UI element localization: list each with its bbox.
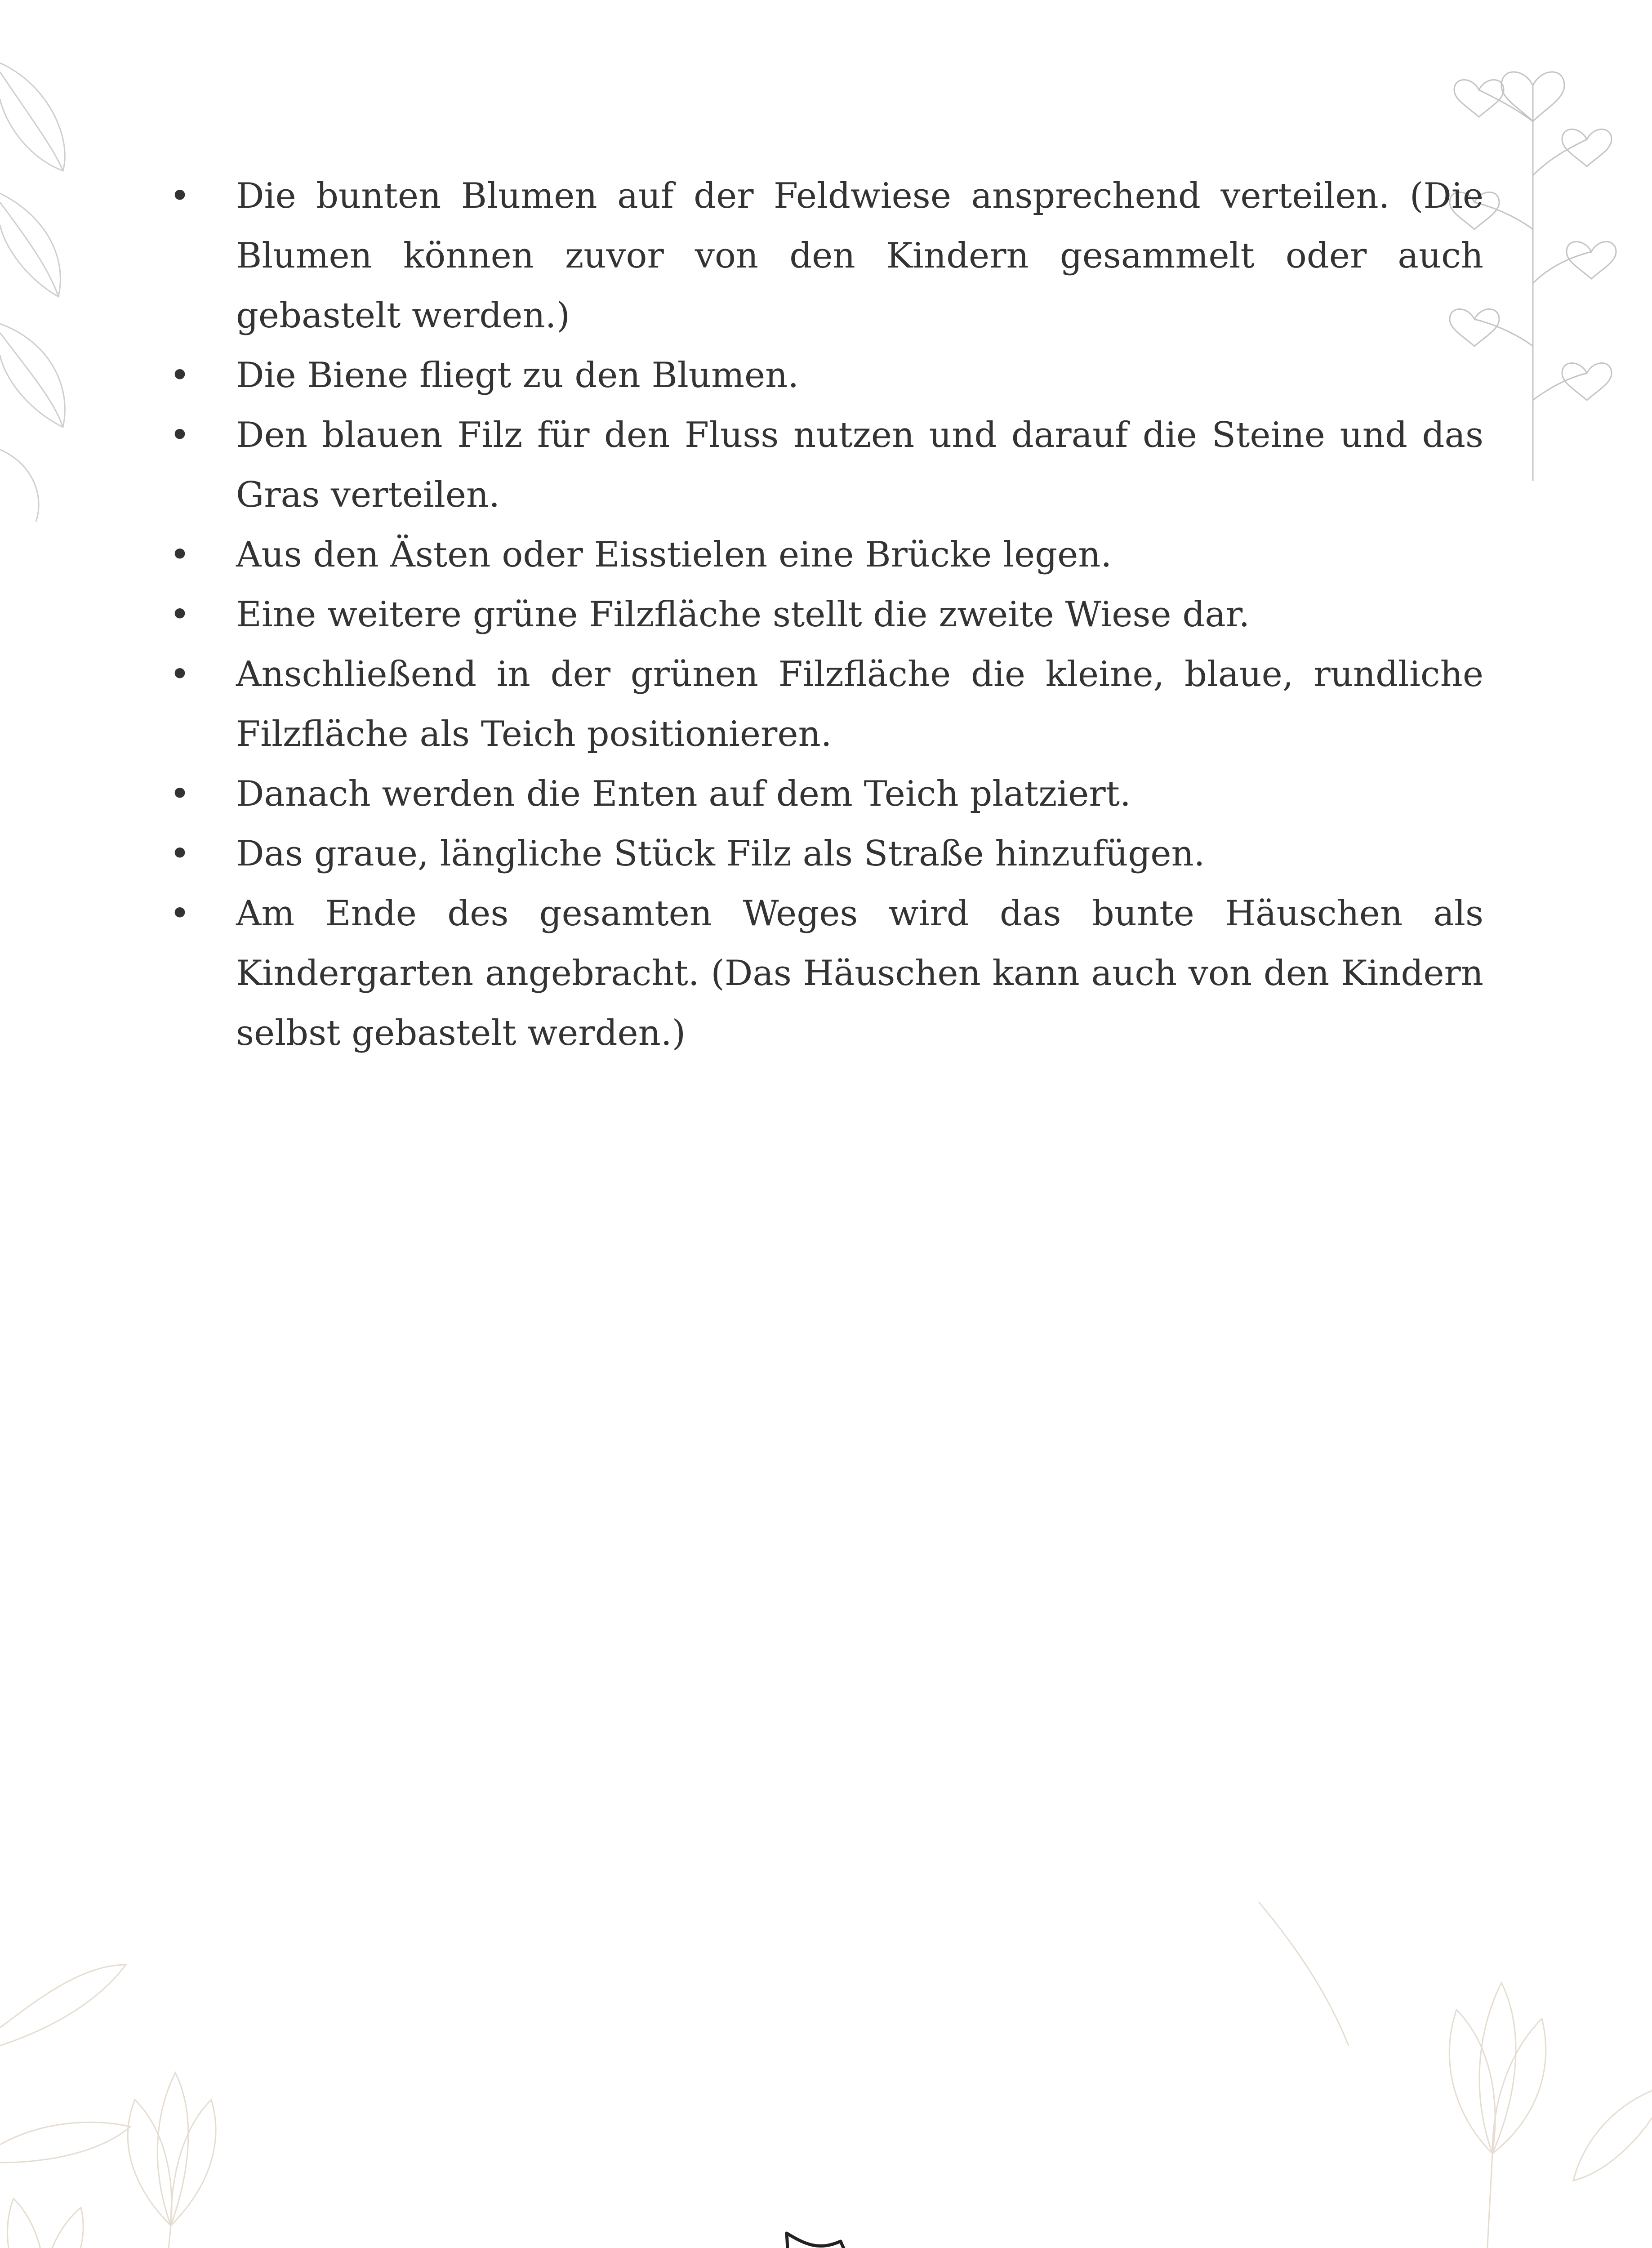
list-item <box>160 166 1483 346</box>
bullet-marker: • <box>169 774 191 814</box>
list-item <box>160 406 1483 525</box>
leaves-outline-icon <box>0 45 76 531</box>
list-item <box>160 764 1483 824</box>
list-item-text: Die bunten Blumen auf der Feldwiese ansprechend verteilen. (Die Blumen können zuvor von den Kindern gesammelt oder auch gebastelt werden.) <box>236 176 1483 336</box>
bullet-marker: • <box>169 654 191 695</box>
list-item <box>160 585 1483 645</box>
list-item-text: Danach werden die Enten auf dem Teich platziert. <box>236 774 1131 814</box>
main-content <box>160 166 1483 1063</box>
list-item <box>160 525 1483 585</box>
bullet-marker: • <box>169 594 191 635</box>
list-item-text: Die Biene fliegt zu den Blumen. <box>236 355 799 396</box>
bullet-marker: • <box>169 893 191 934</box>
list-item <box>160 824 1483 884</box>
floral-outline-icon <box>1214 1902 1652 2248</box>
bullet-marker: • <box>169 355 191 396</box>
list-item-text: Aus den Ästen oder Eisstielen eine Brücke legen. <box>236 535 1112 575</box>
bullet-marker: • <box>169 415 191 455</box>
instruction-list <box>160 166 1483 1063</box>
floral-outline-icon <box>0 1911 315 2248</box>
list-item-text: Den blauen Filz für den Fluss nutzen und darauf die Steine und das Gras verteilen. <box>236 415 1483 515</box>
list-item <box>160 884 1483 1063</box>
bullet-marker: • <box>169 535 191 575</box>
bullet-marker: • <box>169 834 191 874</box>
list-item-text: Das graue, längliche Stück Filz als Straße hinzufügen. <box>236 834 1205 874</box>
list-item <box>160 645 1483 764</box>
bullet-marker: • <box>169 176 191 216</box>
list-item-text: Am Ende des gesamten Weges wird das bunte Häuschen als Kindergarten angebracht. (Das Häuschen kann auch von den Kindern selbst gebastelt werden.) <box>236 893 1483 1053</box>
list-item-text: Anschließend in der grünen Filzfläche die kleine, blaue, rundliche Filzfläche als Teich positionieren. <box>236 654 1483 754</box>
list-item-text: Eine weitere grüne Filzfläche stellt die zweite Wiese dar. <box>236 594 1250 635</box>
star-outline-icon <box>748 2228 901 2248</box>
list-item <box>160 346 1483 406</box>
